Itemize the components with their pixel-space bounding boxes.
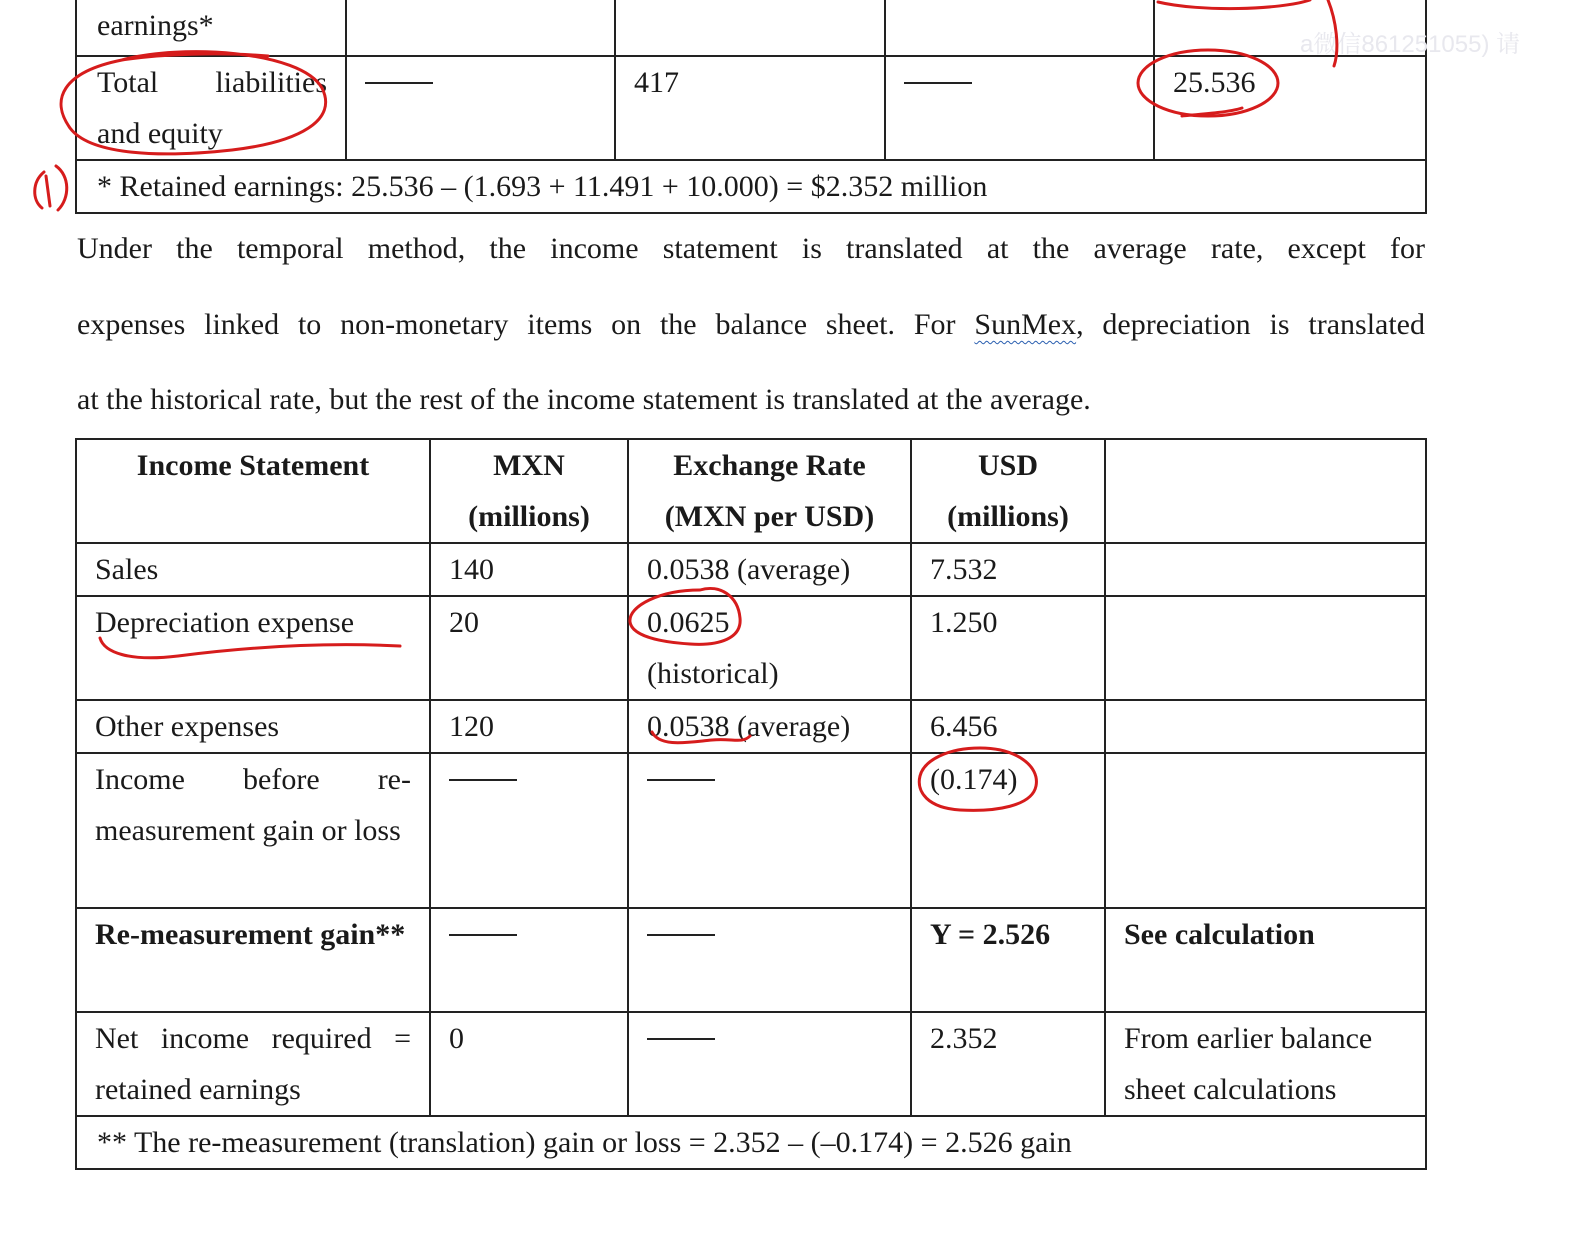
dash-placeholder — [647, 779, 715, 781]
dash-placeholder — [904, 82, 972, 84]
row-mxn: 140 — [430, 543, 628, 596]
table-cell — [346, 0, 615, 56]
paragraph-text: expenses linked to non-monetary items on the balance sheet. For — [77, 308, 975, 341]
table-row — [76, 700, 1426, 753]
row-mxn: 120 — [430, 700, 628, 753]
row-mxn: 0 — [430, 1012, 628, 1116]
dash-placeholder — [647, 1038, 715, 1040]
table-row — [76, 1012, 1426, 1116]
total-liabilities-line2: and equity — [97, 117, 223, 150]
table-row — [76, 56, 1426, 160]
total-col2-cell — [346, 56, 615, 160]
paragraph-text: , depreciation is translated — [1076, 308, 1425, 341]
retained-earnings-footnote: * Retained earnings: 25.536 – (1.693 + 11.491 + 10.000) = $2.352 million — [76, 160, 1426, 213]
row-label: Net income required = retained earnings — [76, 1012, 430, 1116]
row-mxn — [430, 753, 628, 908]
row-label: Depreciation expense — [76, 596, 430, 700]
table-row — [76, 160, 1426, 213]
row-usd: (0.174) — [911, 753, 1105, 908]
rate-value: 0.0625 — [647, 606, 730, 639]
header-text: MXN — [493, 449, 565, 482]
row-usd: 7.532 — [911, 543, 1105, 596]
paragraph-line-3: at the historical rate, but the rest of the income statement is translated at the average. — [77, 383, 1091, 416]
table-cell — [615, 0, 885, 56]
row-note: See calculation — [1105, 908, 1426, 1012]
table-row — [76, 543, 1426, 596]
table-header-row — [76, 439, 1426, 543]
row-label: Re-measurement gain** — [76, 908, 430, 1012]
balance-sheet-table — [75, 0, 1427, 214]
row-note — [1105, 700, 1426, 753]
header-usd — [911, 439, 1105, 543]
table-cell — [885, 0, 1154, 56]
row-usd: Y = 2.526 — [911, 908, 1105, 1012]
table-row — [76, 0, 1426, 56]
dash-placeholder — [647, 934, 715, 936]
row-rate: 0.0538 (average) — [628, 543, 911, 596]
header-text: (MXN per USD) — [664, 500, 875, 533]
header-exchange-rate — [628, 439, 911, 543]
row-note: From earlier balance sheet calculations — [1105, 1012, 1426, 1116]
earnings-label: earnings* — [76, 0, 346, 56]
header-text: (millions) — [947, 500, 1069, 533]
row-usd: 1.250 — [911, 596, 1105, 700]
total-col3-value: 417 — [615, 56, 885, 160]
row-rate — [628, 753, 911, 908]
rate-qualifier: (historical) — [647, 657, 779, 690]
header-text: USD — [977, 449, 1038, 482]
row-note — [1105, 753, 1426, 908]
table-row — [76, 596, 1426, 700]
total-col4-cell — [885, 56, 1154, 160]
row-rate: 0.0538 (average) — [628, 700, 911, 753]
spellcheck-word: SunMex — [974, 308, 1077, 341]
header-text: (millions) — [468, 500, 590, 533]
row-rate — [628, 908, 911, 1012]
row-mxn — [430, 908, 628, 1012]
header-blank — [1105, 439, 1426, 543]
row-note — [1105, 543, 1426, 596]
header-text: Exchange Rate — [673, 449, 866, 482]
dash-placeholder — [449, 934, 517, 936]
row-mxn: 20 — [430, 596, 628, 700]
total-liabilities-label — [76, 56, 346, 160]
dash-placeholder — [449, 779, 517, 781]
paragraph-line-2 — [77, 305, 1425, 345]
header-income-statement: Income Statement — [76, 439, 430, 543]
paragraph-line-1: Under the temporal method, the income statement is translated at the average rate, except for — [77, 232, 1425, 265]
table-row — [76, 753, 1426, 908]
remeasurement-footnote: ** The re-measurement (translation) gain or loss = 2.352 – (–0.174) = 2.526 gain — [76, 1116, 1426, 1169]
row-usd: 2.352 — [911, 1012, 1105, 1116]
income-statement-table — [75, 438, 1427, 1170]
table-row — [76, 1116, 1426, 1169]
total-col5-value: 25.536 — [1154, 56, 1426, 160]
watermark: a微信861251055) 请 — [1300, 31, 1521, 58]
row-rate — [628, 596, 911, 700]
row-note — [1105, 596, 1426, 700]
row-rate — [628, 1012, 911, 1116]
row-label: Income before re-measurement gain or loss — [76, 753, 430, 908]
row-label: Other expenses — [76, 700, 430, 753]
table-row — [76, 908, 1426, 1012]
liabilities-word: liabilities — [215, 66, 327, 99]
total-liabilities-line1 — [97, 57, 327, 108]
header-mxn — [430, 439, 628, 543]
annotation-circled-one — [35, 166, 67, 210]
dash-placeholder — [365, 82, 433, 84]
total-word: Total — [97, 66, 159, 99]
row-usd: 6.456 — [911, 700, 1105, 753]
row-label: Sales — [76, 543, 430, 596]
